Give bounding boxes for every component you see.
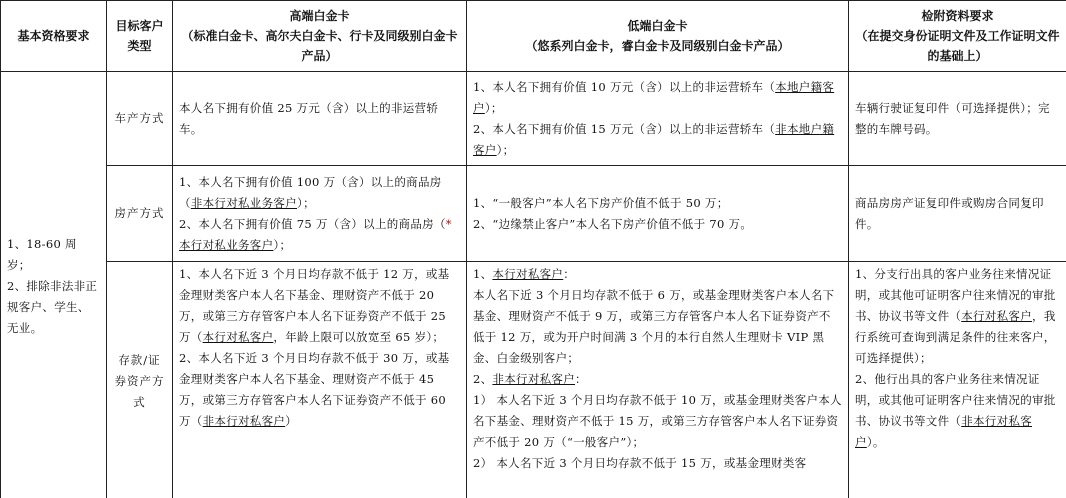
table-row-car — [1, 72, 1066, 166]
high-house-2-end: ）； — [273, 237, 292, 252]
low-deposit-1-colon: ： — [563, 267, 576, 281]
high-house — [173, 166, 467, 262]
high-deposit — [173, 262, 467, 498]
high-house-1: 1、本人名下拥有价值 100 万（含）以上的商品房（ — [179, 174, 442, 210]
private-customer-tag-3: 本行对私客户 — [492, 267, 564, 281]
low-house — [467, 166, 849, 262]
basic-age: 1、18-60 周岁； — [7, 237, 77, 272]
private-customer-tag-4: 本行对私客户 — [961, 309, 1033, 323]
high-end-subtitle: （标准白金卡、高尔夫白金卡、行卡及同级别白金卡产品） — [181, 29, 458, 63]
high-deposit-1: 1、本人名下近 3 个月日均存款不低于 12 万，或基金理财类客户本人名下基金、理财资产不低于 20 万，或第三方存管客户本人名下证券资产不低于 25 万（ — [179, 267, 450, 344]
docs-deposit-1-end: ，我行系统可查询到满足条件的往来客户，可选择提供）； — [855, 309, 1056, 365]
nonlocal-customer-tag: 非本地户籍客户 — [473, 121, 835, 157]
header-high-end-card — [173, 1, 467, 72]
basic-exclusion: 2、排除非法非正规客户、学生、无业。 — [7, 279, 98, 335]
type-car: 车产方式 — [107, 72, 173, 166]
high-deposit-2-end: ） — [285, 414, 298, 428]
low-car-2-end: ）； — [496, 142, 515, 157]
low-car — [467, 72, 849, 166]
header-low-end-card — [467, 1, 849, 72]
documents-subtitle: （在提交身份证明文件及工作证明文件的基础上） — [855, 29, 1060, 63]
low-deposit-2a: 1） 本人名下近 3 个月日均存款不低于 10 万，或基金理财类客户本人名下基金、理财资产不低于 15 万，或第三方存管客户本人名下证券资产不低于 20 万（“一般客户”）； — [473, 393, 842, 449]
header-target-customer-type: 目标客户类型 — [107, 1, 173, 72]
low-deposit-1-num: 1、 — [473, 267, 493, 281]
non-private-customer-tag: 非本行对私业务客户 — [190, 195, 298, 210]
high-deposit-1-end: ，年龄上限可以放宽至 65 岁）； — [273, 330, 445, 344]
high-end-title: 高端白金卡 — [289, 9, 350, 23]
low-car-1: 1、本人名下拥有价值 10 万元（含）以上的非运营轿车（ — [473, 79, 776, 94]
docs-deposit-2-end: ）。 — [866, 435, 885, 449]
low-deposit-2-num: 2、 — [473, 372, 493, 386]
high-house-1-end: ）； — [297, 195, 315, 210]
docs-deposit-2: 2、他行出具的客户业务往来情况证明，或其他可证明客户往来情况的审批书、协议书等文件（ — [855, 372, 1056, 428]
header-row — [1, 1, 1066, 72]
table-row-deposit — [1, 262, 1066, 498]
low-deposit — [467, 262, 849, 498]
low-house-1: 1、“一般客户”本人名下房产价值不低于 50 万； — [473, 195, 729, 210]
non-private-customer-tag-4: 非本行对私客户 — [855, 414, 1033, 449]
basic-requirements-cell — [1, 72, 107, 498]
low-car-2: 2、本人名下拥有价值 15 万元（含）以上的非运营轿车（ — [473, 121, 776, 136]
low-end-subtitle: （悠系列白金卡，睿白金卡及同级别白金卡产品） — [525, 39, 790, 53]
docs-house: 商品房房产证复印件或购房合同复印件。 — [849, 166, 1066, 262]
red-asterisk: * — [445, 216, 452, 231]
private-customer-tag-2: 本行对私客户 — [202, 330, 274, 344]
type-house: 房产方式 — [107, 166, 173, 262]
docs-car: 车辆行驶证复印件（可选择提供）；完整的车牌号码。 — [849, 72, 1066, 166]
non-private-customer-tag-2: 非本行对私客户 — [202, 414, 286, 428]
high-house-2: 2、本人名下拥有价值 75 万（含）以上的商品房（ — [179, 216, 446, 231]
header-attached-documents — [849, 1, 1066, 72]
low-deposit-1-body: 本人名下近 3 个月日均存款不低于 6 万，或基金理财类客户本人名下基金、理财资产不低于 9 万，或第三方存管客户本人名下证券资产不低于 12 万，或为开户时间满 3 个月的本行自然人生理财卡 VIP 黑金、白金级别客户； — [473, 288, 835, 365]
header-basic-requirements: 基本资格要求 — [1, 1, 107, 72]
high-car: 本人名下拥有价值 25 万元（含）以上的非运营轿车。 — [173, 72, 467, 166]
low-house-2: 2、“边缘禁止客户”本人名下房产价值不低于 70 万。 — [473, 216, 753, 231]
low-end-title: 低端白金卡 — [627, 19, 688, 33]
documents-title: 检附资料要求 — [921, 9, 994, 23]
docs-deposit — [849, 262, 1066, 498]
low-deposit-2b: 2） 本人名下近 3 个月日均存款不低于 15 万，或基金理财类客 — [473, 456, 807, 470]
private-customer-tag: 本行对私业务客户 — [179, 237, 274, 252]
type-deposit: 存款/证券资产方式 — [107, 262, 173, 498]
docs-deposit-1: 1、分支行出具的客户业务往来情况证明，或其他可证明客户往来情况的审批书、协议书等文件（ — [855, 267, 1056, 323]
non-private-customer-tag-3: 非本行对私客户 — [492, 372, 576, 386]
low-car-1-end: ）； — [484, 100, 503, 115]
high-deposit-2: 2、本人名下近 3 个月日均存款不低于 30 万，或基金理财类客户本人名下基金、理财资产不低于 45 万，或第三方存管客户本人名下证券资产不低于 60 万（ — [179, 351, 450, 428]
local-customer-tag: 本地户籍客户 — [473, 79, 835, 115]
table-row-house — [1, 166, 1066, 262]
low-deposit-2-colon: ： — [575, 372, 587, 386]
